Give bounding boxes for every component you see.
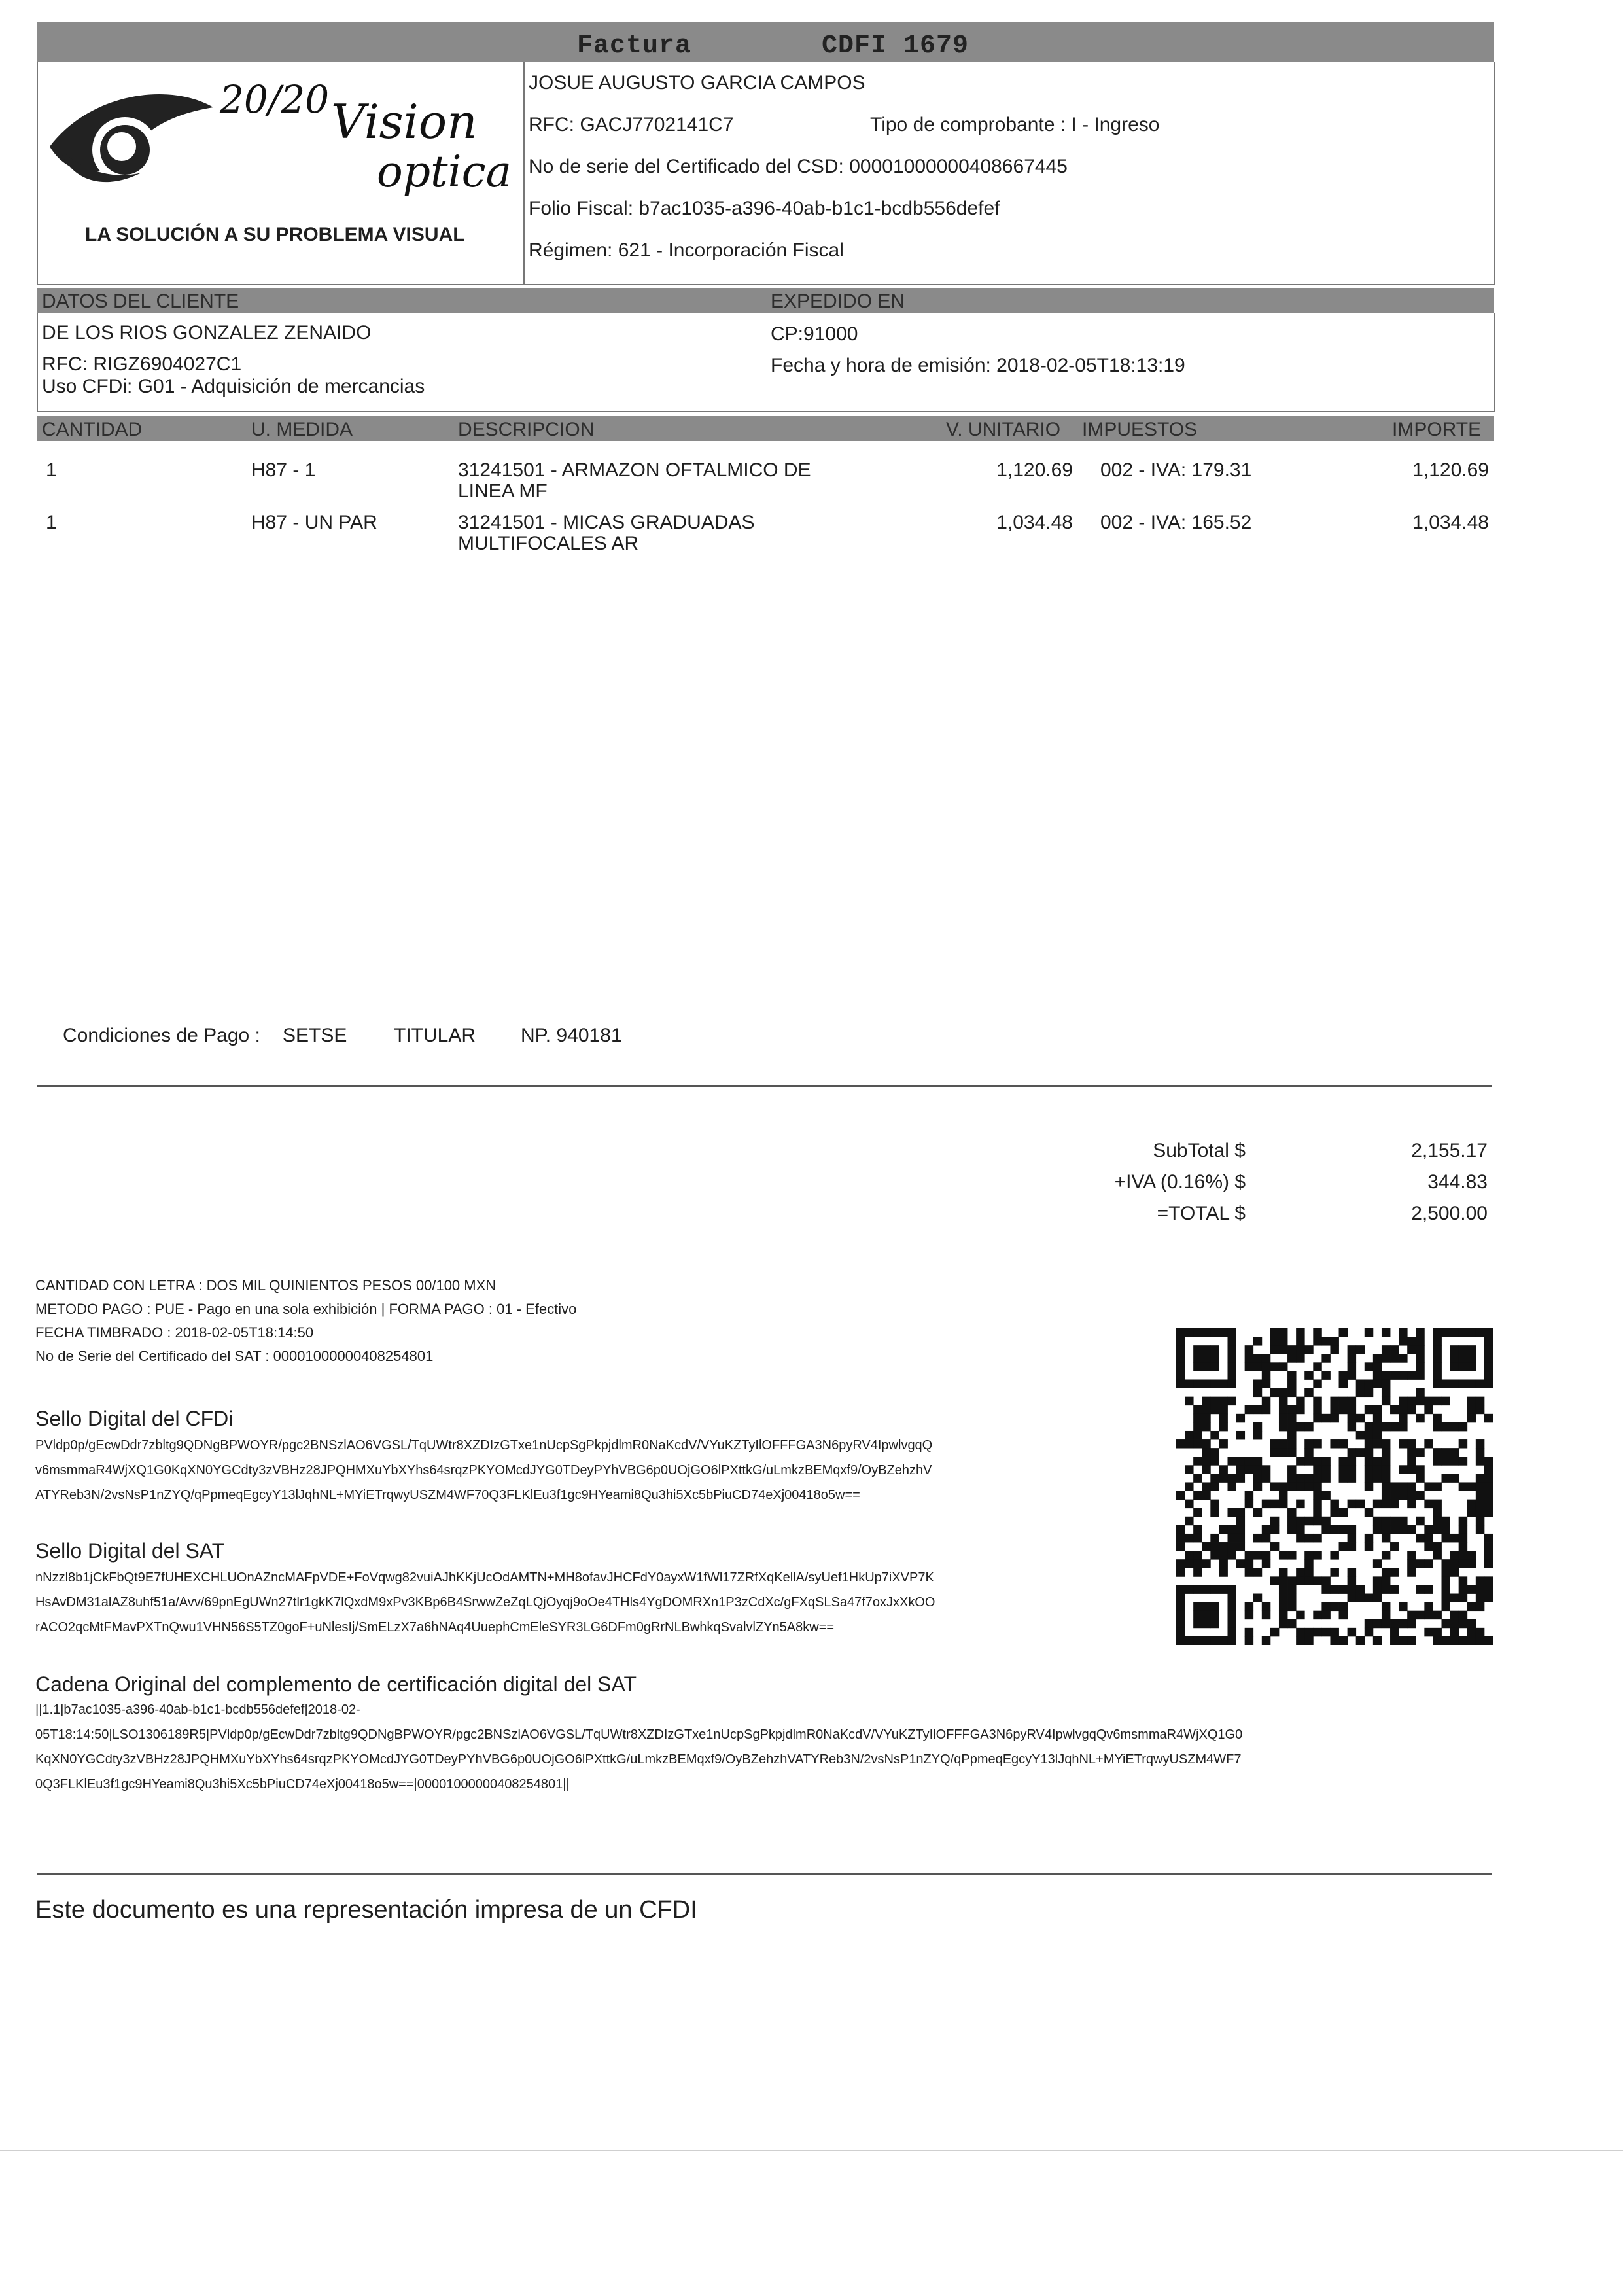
total-label: =TOTAL $ xyxy=(1157,1203,1246,1224)
subtotal-value: 2,155.17 xyxy=(1411,1140,1488,1161)
row-cantidad: 1 xyxy=(46,512,57,533)
tipo-comprobante: Tipo de comprobante : I - Ingreso xyxy=(870,114,1160,135)
stamp-date: FECHA TIMBRADO : 2018-02-05T18:14:50 xyxy=(35,1324,314,1341)
payment-value-np: NP. 940181 xyxy=(521,1025,622,1046)
seal-line: ATYReb3N/2vsNsP1nZYQ/qPpmeqEgcyY13lJqhNL+MYiETrqwyUSZM4WF70Q3FLKlEu3f1gc9HYeami8Qu3hi5Xc5bPiuCD74eXj00418o5w== xyxy=(35,1488,860,1502)
divider-line xyxy=(37,1085,1492,1087)
brand-number: 20/20 xyxy=(220,77,330,122)
client-section-bar xyxy=(37,288,1494,313)
subtotal-label: SubTotal $ xyxy=(1153,1140,1246,1161)
emission-date: Fecha y hora de emisión: 2018-02-05T18:13:19 xyxy=(771,355,1185,376)
brand-word-optica: optica xyxy=(377,147,512,197)
seal-line: nNzzl8b1jCkFbQt9E7fUHEXCHLUOnAZncMAFpVDE+FoVqwg82vuiAJhKKjUcOdAMTN+MH8ofavJHCFdY0ayxW1fWl17ZRfXqKellA/syUef1HkUp7iXVP7K xyxy=(35,1570,934,1585)
iva-label: +IVA (0.16%) $ xyxy=(1114,1171,1246,1193)
document-type: Factura xyxy=(577,31,692,61)
row-amount: 1,034.48 xyxy=(1412,512,1489,533)
seal-line: PVldp0p/gEcwDdr7zbltg9QDNgBPWOYR/pgc2BNSzlAO6VGSL/TqUWtr8XZDIzGTxe1nUcpSgPkpjdlmR0NaKcdV/VYuKZTyIlOFFFGA3N6pyRV4IpwlvgqQ xyxy=(35,1438,933,1453)
items-table-header xyxy=(37,416,1494,441)
seal-line: HsAvDM31alAZ8uhf51a/Avv/69pnEgUWn27tlr1gkK7lQxdM9xPv3KBp6B4SrwwZeZqLQjOyqj9oOe4THls4YgDOMRXn1P3zCdXc/gFXqSLSa47f7oxJxXkOO xyxy=(35,1595,935,1610)
seal-line: rACO2qcMtFMavPXTnQwu1VHN56S5TZ0goF+uNlesIj/SmELzX7a6hNAq4UuephCmEleSYR3LG6DFm0gRrNLBwhkqSvalvlZYn5A8kw== xyxy=(35,1620,835,1634)
row-unidad: H87 - 1 xyxy=(251,459,316,481)
row-taxes: 002 - IVA: 179.31 xyxy=(1100,459,1252,481)
uso-cfdi: Uso CFDi: G01 - Adquisición de mercancias xyxy=(42,376,425,397)
footer-note: Este documento es una representación impresa de un CFDI xyxy=(35,1896,697,1924)
sat-seal-text xyxy=(35,1565,1161,1640)
cadena-original-title: Cadena Original del complemento de certificación digital del SAT xyxy=(35,1672,637,1696)
client-section-label: DATOS DEL CLIENTE xyxy=(42,291,239,312)
regimen-fiscal: Régimen: 621 - Incorporación Fiscal xyxy=(529,239,844,261)
cfdi-number: CDFI 1679 xyxy=(822,31,969,61)
row-cantidad: 1 xyxy=(46,459,57,481)
row-unit-price: 1,034.48 xyxy=(996,512,1073,533)
col-unitario: V. UNITARIO xyxy=(946,419,1061,440)
row-unidad: H87 - UN PAR xyxy=(251,512,377,533)
issuer-rfc: RFC: GACJ7702141C7 xyxy=(529,114,734,135)
title-bar xyxy=(37,22,1494,62)
seal-line: 0Q3FLKlEu3f1gc9HYeami8Qu3hi5Xc5bPiuCD74eXj00418o5w==|00001000000408254801|| xyxy=(35,1777,570,1792)
col-cantidad: CANTIDAD xyxy=(42,419,143,440)
brand-word-vision: Vision xyxy=(331,94,478,149)
col-importe: IMPORTE xyxy=(1392,419,1482,440)
client-name: DE LOS RIOS GONZALEZ ZENAIDO xyxy=(42,322,372,344)
payment-value-setse: SETSE xyxy=(283,1025,347,1046)
row-description: 31241501 - ARMAZON OFTALMICO DE xyxy=(458,459,811,481)
col-unidad: U. MEDIDA xyxy=(251,419,353,440)
footer-divider xyxy=(37,1873,1492,1875)
seal-line: ||1.1|b7ac1035-a396-40ab-b1c1-bcdb556defef|2018-02- xyxy=(35,1703,360,1717)
csd-serial: No de serie del Certificado del CSD: 00001000000408667445 xyxy=(529,156,1068,177)
payment-value-titular: TITULAR xyxy=(394,1025,476,1046)
amount-in-words: CANTIDAD CON LETRA : DOS MIL QUINIENTOS PESOS 00/100 MXN xyxy=(35,1277,497,1294)
row-description: 31241501 - MICAS GRADUADAS xyxy=(458,512,755,533)
qr-code-icon xyxy=(1176,1328,1493,1645)
client-rfc: RFC: RIGZ6904027C1 xyxy=(42,353,242,375)
page-edge-line xyxy=(0,2150,1623,2151)
row-description-cont: LINEA MF xyxy=(458,480,548,502)
qr-code xyxy=(1176,1328,1493,1645)
total-value: 2,500.00 xyxy=(1411,1203,1488,1224)
payment-method: METODO PAGO : PUE - Pago en una sola exhibición | FORMA PAGO : 01 - Efectivo xyxy=(35,1301,577,1317)
issuer-name: JOSUE AUGUSTO GARCIA CAMPOS xyxy=(529,72,865,94)
seal-line: v6msmmaR4WjXQ1G0KqXN0YGCdty3zVBHz28JPQHMXuYbXYhs64srqzPKYOMcdJYG0TDeyPYhVBG6p0UOjGO6lPXttkG/uLmkzBEMqxf9/OyBZehzhV xyxy=(35,1463,932,1477)
seal-line: 05T18:14:50|LSO1306189R5|PVldp0p/gEcwDdr7zbltg9QDNgBPWOYR/pgc2BNSzlAO6VGSL/TqUWtr8XZDIzGTxe1nUcpSgPkpjdlmR0NaKcdV/VYuKZTyIlOFFFGA3N6pyRV4IpwlvgqQv6msmmaR4WjXQ1G0 xyxy=(35,1727,1243,1742)
folio-fiscal: Folio Fiscal: b7ac1035-a396-40ab-b1c1-bcdb556defef xyxy=(529,198,1000,219)
sat-seal-title: Sello Digital del SAT xyxy=(35,1539,225,1563)
header-divider xyxy=(523,62,525,284)
iva-value: 344.83 xyxy=(1427,1171,1488,1193)
company-logo xyxy=(43,68,514,277)
seal-line: KqXN0YGCdty3zVBHz28JPQHMXuYbXYhs64srqzPKYOMcdJYG0TDeyPYhVBG6p0UOjGO6lPXttkG/uLmkzBEMqxf9/OyBZehzhVATYReb3N/2vsNsP1nZYQ/qPpmeqEgcyY13lJqhNL+MYiETrqwyUSZM4WF7 xyxy=(35,1752,1242,1767)
row-unit-price: 1,120.69 xyxy=(996,459,1073,481)
postal-code: CP:91000 xyxy=(771,323,858,345)
row-amount: 1,120.69 xyxy=(1412,459,1489,481)
row-description-cont: MULTIFOCALES AR xyxy=(458,533,639,554)
cfdi-seal-text xyxy=(35,1433,1161,1508)
row-taxes: 002 - IVA: 165.52 xyxy=(1100,512,1252,533)
issued-in-label: EXPEDIDO EN xyxy=(771,291,905,312)
col-descripcion: DESCRIPCION xyxy=(458,419,595,440)
col-impuestos: IMPUESTOS xyxy=(1082,419,1198,440)
logo-tagline: LA SOLUCIÓN A SU PROBLEMA VISUAL xyxy=(85,224,465,245)
payment-conditions-label: Condiciones de Pago : xyxy=(63,1025,260,1046)
cfdi-seal-title: Sello Digital del CFDi xyxy=(35,1407,234,1430)
cadena-original-text xyxy=(35,1697,1494,1797)
eye-logo-icon xyxy=(43,68,239,199)
sat-serial: No de Serie del Certificado del SAT : 00001000000408254801 xyxy=(35,1348,434,1364)
